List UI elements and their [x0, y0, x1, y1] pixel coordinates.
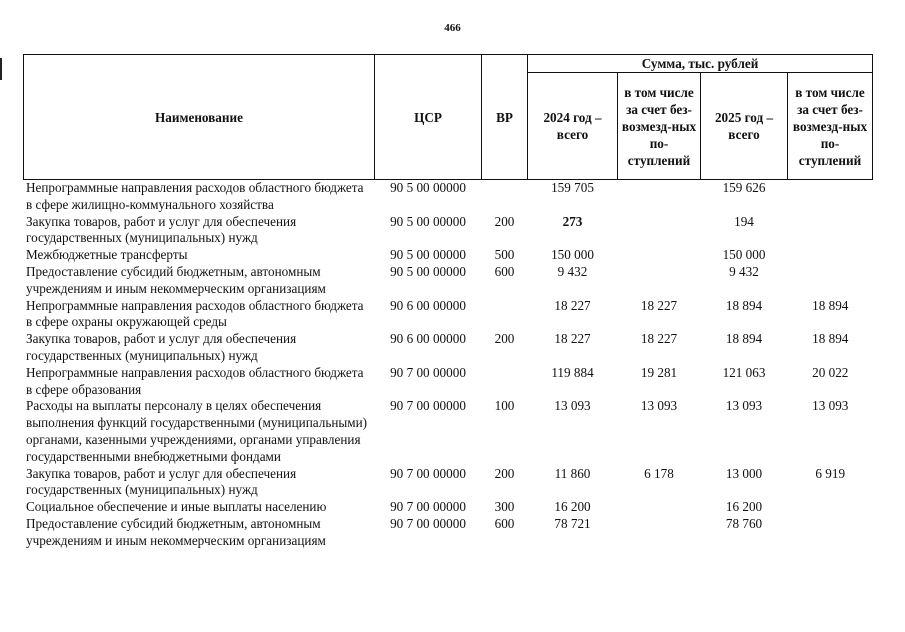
row-2025-total: 78 760	[725, 515, 763, 531]
row-vr: 600	[494, 515, 515, 531]
row-2025-free	[788, 247, 873, 264]
table-row	[24, 298, 873, 332]
row-2025-free: 18 894	[812, 331, 849, 347]
row-vr: 500	[494, 247, 515, 263]
row-2024-total: 18 227	[554, 331, 591, 347]
row-name: Межбюджетные трансферты	[26, 247, 188, 263]
table-row	[24, 331, 873, 365]
row-csr: 90 7 00 00000	[390, 364, 466, 380]
row-name: Расходы на выплаты персоналу в целях обеспечения выполнения функций государственными (муниципальными) органами, казенными учреждениями, органами управления государственными внебюджетными фондами	[26, 398, 368, 464]
row-2025-total: 18 894	[725, 331, 763, 347]
row-2024-free	[618, 516, 701, 550]
row-csr: 90 6 00 00000	[390, 331, 466, 347]
row-2024-free	[618, 499, 701, 516]
row-name: Закупка товаров, работ и услуг для обеспечения государственных (муниципальных) нужд	[26, 331, 297, 363]
row-2025-total: 159 626	[722, 180, 766, 195]
table-row	[24, 264, 873, 298]
row-2024-free: 18 227	[640, 297, 678, 313]
row-2024-total: 13 093	[554, 398, 591, 414]
row-csr: 90 7 00 00000	[390, 398, 466, 414]
margin-mark	[0, 58, 2, 80]
page-number: 466	[444, 22, 461, 34]
row-2024-free: 13 093	[640, 398, 678, 414]
row-2024-free: 6 178	[644, 465, 674, 481]
row-vr	[482, 180, 528, 214]
header-csr: ЦСР	[375, 55, 482, 180]
row-csr: 90 7 00 00000	[390, 515, 466, 531]
row-name: Предоставление субсидий бюджетным, автономным учреждениям и иным некоммерческим организациям	[26, 515, 326, 548]
row-name: Закупка товаров, работ и услуг для обеспечения государственных (муниципальных) нужд	[26, 465, 297, 498]
row-2025-free	[788, 214, 873, 248]
row-2024-total: 9 432	[557, 263, 588, 279]
row-vr: 200	[494, 465, 515, 481]
budget-table	[23, 54, 873, 550]
row-csr: 90 5 00 00000	[390, 213, 466, 229]
table-row	[24, 365, 873, 399]
row-2025-total: 194	[734, 213, 754, 229]
header-name: Наименование	[24, 55, 375, 180]
row-2025-free: 18 894	[812, 297, 849, 313]
row-vr	[482, 298, 528, 332]
row-csr: 90 5 00 00000	[390, 263, 466, 279]
header-vr: ВР	[482, 55, 528, 180]
row-csr: 90 5 00 00000	[390, 247, 466, 263]
table-body	[24, 180, 873, 550]
row-vr	[482, 365, 528, 399]
row-2025-free	[788, 180, 873, 214]
row-name: Непрограммные направления расходов областного бюджета в сфере образования	[26, 364, 364, 397]
row-2025-total: 16 200	[725, 499, 763, 515]
row-name: Социальное обеспечение и иные выплаты населению	[26, 499, 327, 515]
row-name: Непрограммные направления расходов областного бюджета в сфере жилищно-коммунального хозяйства	[26, 180, 364, 212]
row-vr: 100	[494, 398, 515, 414]
row-2025-total: 9 432	[729, 263, 759, 279]
row-2024-free	[618, 264, 701, 298]
row-2024-total: 78 721	[554, 515, 591, 531]
table-row	[24, 180, 873, 214]
table-row	[24, 516, 873, 550]
table-row	[24, 247, 873, 264]
row-2024-free: 19 281	[640, 364, 678, 380]
header-sum: Сумма, тыс. рублей	[528, 55, 873, 73]
row-2025-total: 13 000	[725, 465, 763, 481]
table-row	[24, 214, 873, 248]
header-2024-free: в том числе за счет без-возмезд-ных по-ступлений	[618, 73, 701, 180]
row-2024-free	[618, 247, 701, 264]
row-2025-free	[788, 264, 873, 298]
row-csr: 90 6 00 00000	[390, 297, 466, 313]
row-vr: 600	[494, 263, 515, 279]
row-2025-free	[788, 516, 873, 550]
header-2024-total: 2024 год – всего	[528, 73, 618, 180]
row-vr: 300	[494, 499, 515, 515]
row-2024-total: 150 000	[551, 247, 594, 263]
row-2025-total: 13 093	[725, 398, 763, 414]
table-row	[24, 466, 873, 500]
row-name: Закупка товаров, работ и услуг для обеспечения государственных (муниципальных) нужд	[26, 213, 297, 246]
row-2024-free	[618, 214, 701, 248]
row-name: Предоставление субсидий бюджетным, автономным учреждениям и иным некоммерческим организациям	[26, 263, 326, 296]
row-2024-total: 119 884	[551, 364, 594, 380]
row-vr: 200	[494, 213, 515, 229]
row-2024-total: 11 860	[554, 465, 591, 481]
row-2025-total: 18 894	[725, 297, 763, 313]
row-2025-free: 13 093	[812, 398, 849, 414]
row-2024-total: 16 200	[554, 499, 591, 515]
row-2025-free: 6 919	[815, 465, 846, 481]
row-2024-free: 18 227	[640, 331, 678, 347]
row-csr: 90 7 00 00000	[390, 499, 466, 515]
row-2025-total: 150 000	[722, 247, 766, 263]
row-2025-total: 121 063	[722, 364, 766, 380]
row-2024-total: 159 705	[551, 180, 594, 195]
row-2024-total: 18 227	[554, 297, 591, 313]
row-2025-free	[788, 499, 873, 516]
header-2025-free: в том числе за счет без-возмезд-ных по-ступлений	[788, 73, 873, 180]
header-2025-total: 2025 год – всего	[701, 73, 788, 180]
row-2025-free: 20 022	[812, 364, 849, 380]
row-2024-free	[618, 180, 701, 214]
table-row	[24, 398, 873, 465]
row-csr: 90 5 00 00000	[390, 180, 466, 195]
row-csr: 90 7 00 00000	[390, 465, 466, 481]
row-name: Непрограммные направления расходов областного бюджета в сфере охраны окружающей среды	[26, 297, 364, 330]
row-2024-total: 273	[562, 213, 583, 229]
table-row	[24, 499, 873, 516]
row-vr: 200	[494, 331, 515, 347]
